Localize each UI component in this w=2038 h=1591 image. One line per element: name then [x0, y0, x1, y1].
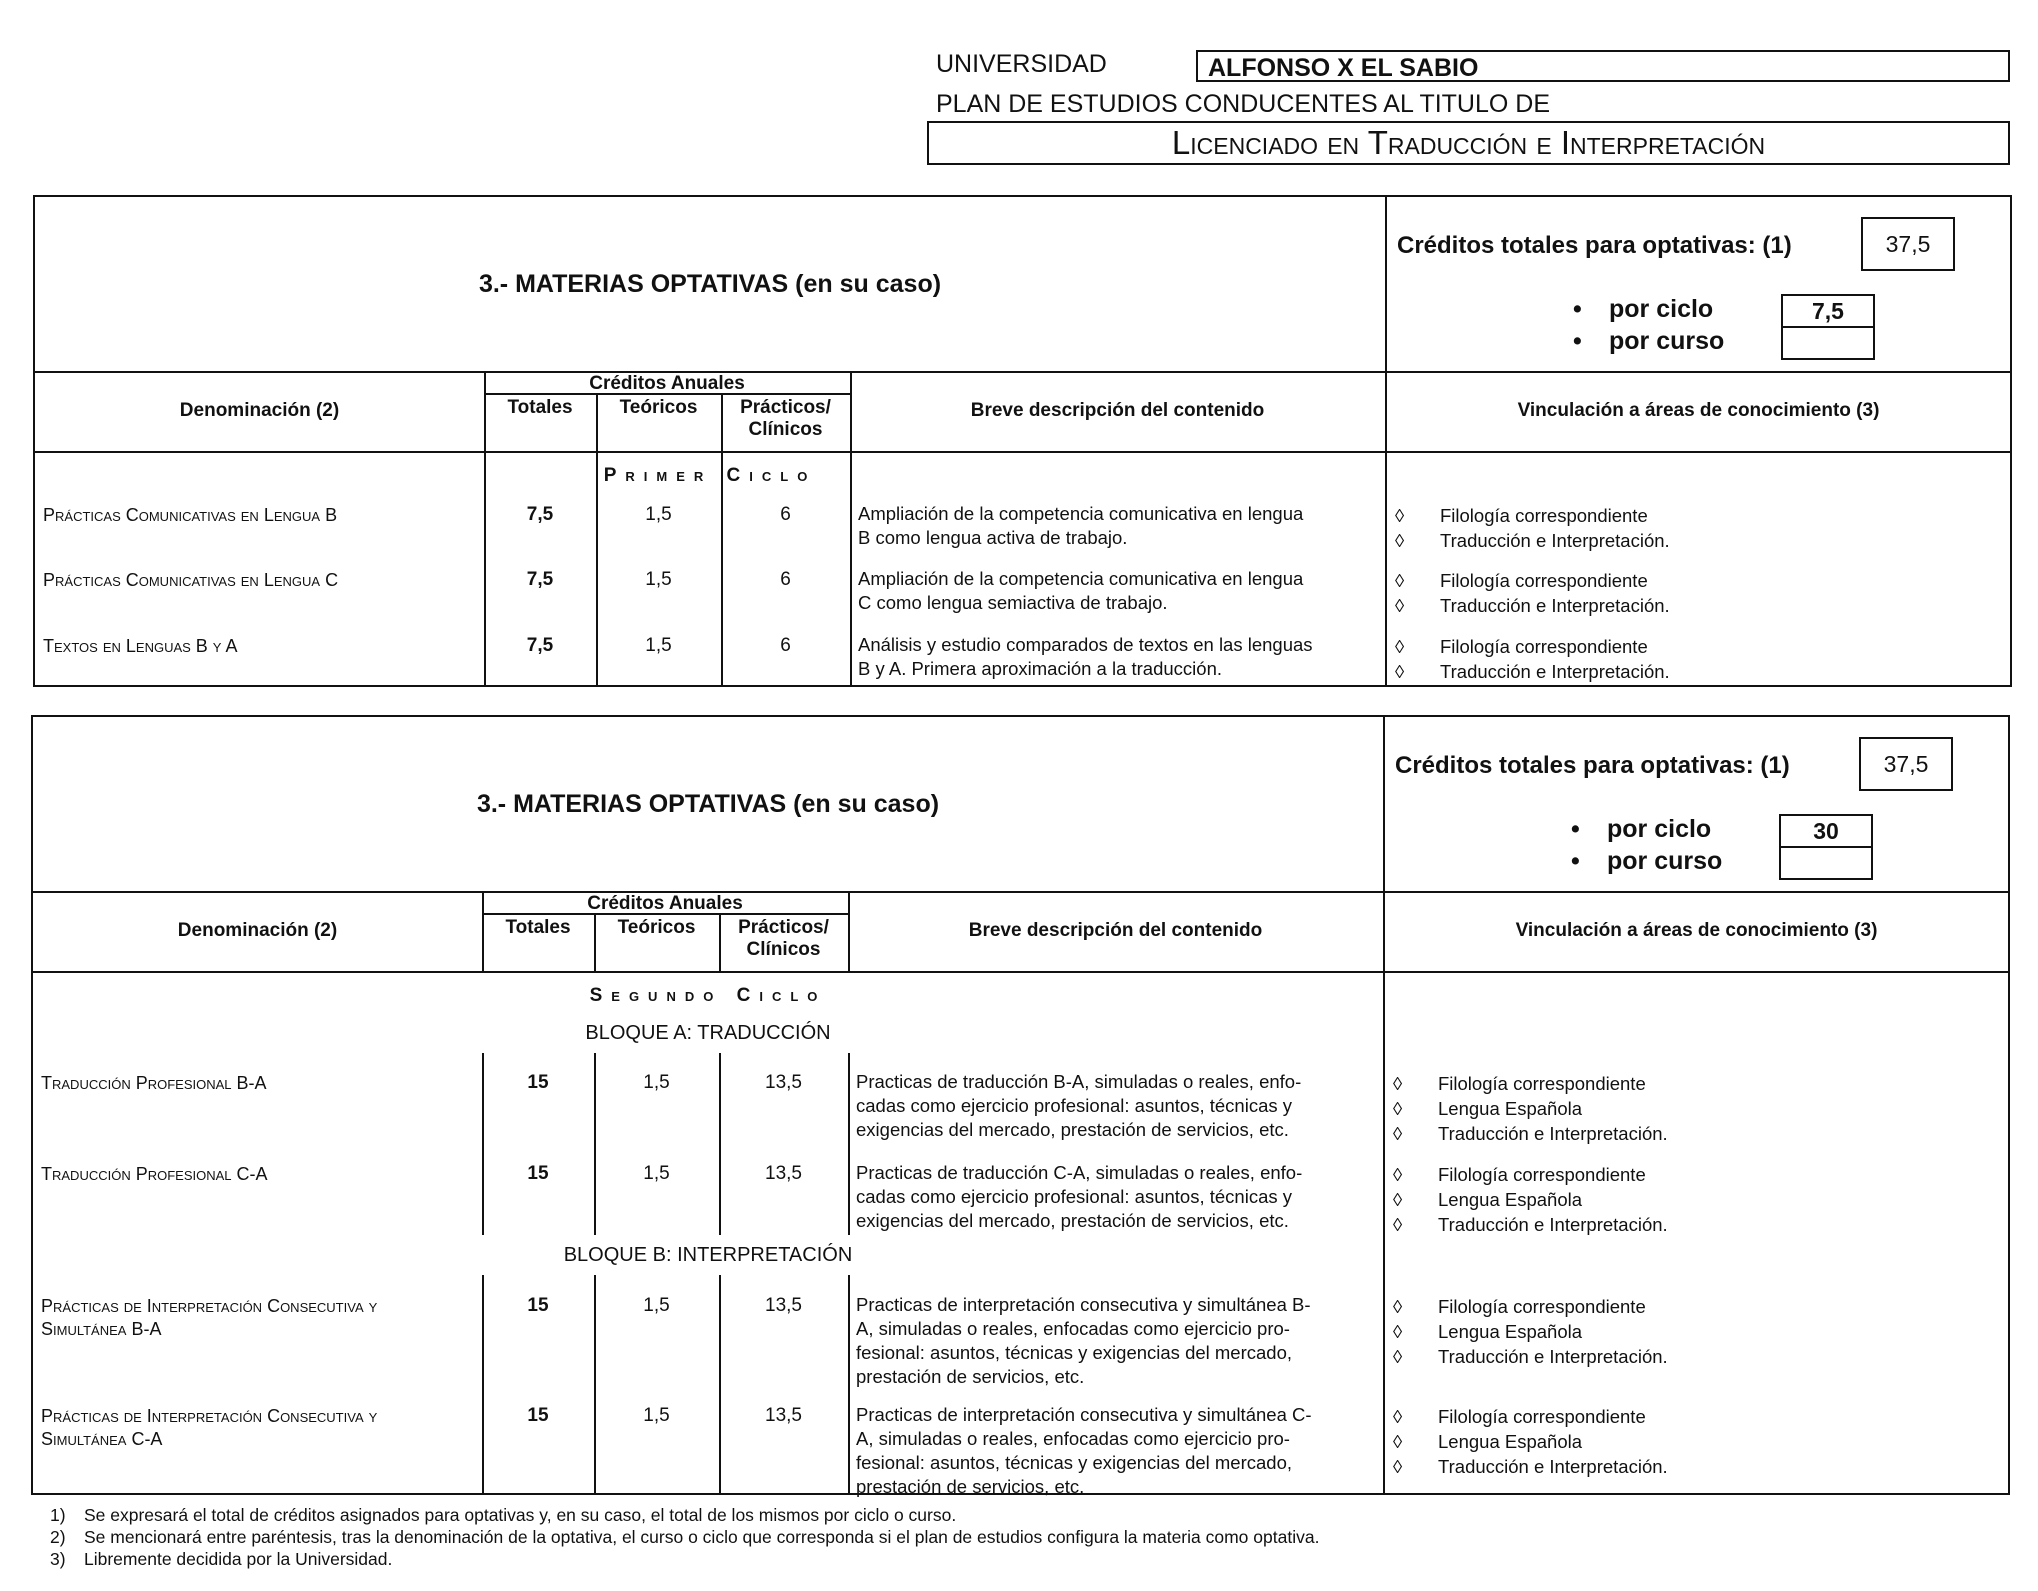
- col-descripcion: Breve descripción del contenido: [968, 920, 1263, 941]
- area-label: Traducción e Interpretación.: [1438, 1123, 1668, 1144]
- credits-teoricos: 1,5: [643, 1405, 670, 1426]
- course-name: [43, 569, 479, 592]
- description-line: Practicas de interpretación consecutiva y simultánea C-: [856, 1404, 1312, 1425]
- degree-title: Licenciado en Traducción e Interpretación: [927, 121, 2010, 165]
- diamond-icon: ◊: [1393, 1164, 1403, 1185]
- credits-teoricos: 1,5: [645, 504, 672, 525]
- course-name: [41, 1072, 477, 1095]
- description-line: fesional: asuntos, técnicas y exigencias del mercado,: [856, 1342, 1293, 1363]
- col-practicos-line1: Prácticos/: [738, 917, 829, 938]
- diamond-icon: ◊: [1393, 1321, 1403, 1342]
- diamond-icon: ◊: [1393, 1456, 1403, 1477]
- credits-totales: 7,5: [526, 569, 554, 590]
- description-line: B y A. Primera aproximación a la traducción.: [858, 658, 1222, 679]
- bullet-icon: •: [1571, 847, 1580, 875]
- description-line: Practicas de traducción C-A, simuladas o reales, enfo-: [856, 1162, 1303, 1183]
- diamond-icon: ◊: [1393, 1214, 1403, 1235]
- diamond-icon: ◊: [1393, 1296, 1403, 1317]
- description-line: Ampliación de la competencia comunicativa en lengua: [858, 503, 1304, 524]
- col-totales: Totales: [505, 917, 571, 938]
- credits-teoricos: 1,5: [643, 1163, 670, 1184]
- por-curso-value: [1779, 846, 1873, 880]
- plan-label: PLAN DE ESTUDIOS CONDUCENTES AL TITULO DE: [936, 90, 1551, 118]
- area-item: [1393, 1212, 1668, 1237]
- area-item: [1393, 1096, 1668, 1121]
- area-label: Traducción e Interpretación.: [1440, 595, 1670, 616]
- area-item: [1395, 568, 1670, 593]
- description-line: prestación de servicios, etc.: [856, 1366, 1085, 1387]
- course-name-line: Simultánea C-A: [41, 1429, 163, 1449]
- area-item: [1393, 1344, 1668, 1369]
- cycle-label: Segundo Ciclo: [589, 985, 827, 1006]
- course-name-line: Prácticas de Interpretación Consecutiva y: [41, 1296, 378, 1316]
- footnote-text: Se expresará el total de créditos asignados para optativas y, en su caso, el total de los mismos por ciclo o curso.: [84, 1505, 957, 1525]
- col-totales: Totales: [507, 397, 573, 418]
- area-item: [1395, 659, 1670, 684]
- footnote: [50, 1548, 1319, 1570]
- credits-teoricos: 1,5: [645, 569, 672, 590]
- section-segundo-ciclo: [31, 715, 2010, 1495]
- knowledge-areas: [1395, 634, 1670, 709]
- area-label: Filología correspondiente: [1438, 1073, 1646, 1094]
- por-ciclo-label: por ciclo: [1607, 815, 1712, 843]
- diamond-icon: ◊: [1393, 1406, 1403, 1427]
- por-ciclo-value: 30: [1779, 814, 1873, 848]
- area-label: Filología correspondiente: [1440, 505, 1648, 526]
- description-line: Ampliación de la competencia comunicativa en lengua: [858, 568, 1304, 589]
- por-curso-label: por curso: [1609, 327, 1725, 355]
- course-name-line: Prácticas Comunicativas en Lengua C: [43, 570, 339, 590]
- area-label: Filología correspondiente: [1440, 570, 1648, 591]
- credits-totales: 7,5: [526, 635, 554, 656]
- bullet-icon: •: [1573, 327, 1582, 355]
- credits-practicos: 13,5: [765, 1295, 802, 1316]
- description-line: exigencias del mercado, prestación de servicios, etc.: [856, 1119, 1289, 1140]
- credits-practicos: 13,5: [765, 1163, 802, 1184]
- knowledge-areas: [1393, 1294, 1668, 1369]
- col-teoricos: Teóricos: [617, 917, 696, 938]
- area-item: [1393, 1319, 1668, 1344]
- course-name-line: Simultánea B-A: [41, 1319, 162, 1339]
- col-vinculacion: Vinculación a áreas de conocimiento (3): [1515, 920, 1878, 941]
- area-label: Lengua Española: [1438, 1431, 1583, 1452]
- area-item: [1395, 593, 1670, 618]
- credits-totales: 7,5: [526, 504, 554, 525]
- bullet-icon: •: [1573, 295, 1582, 323]
- universidad-label: UNIVERSIDAD: [936, 50, 1107, 78]
- por-curso-label: por curso: [1607, 847, 1723, 875]
- universidad-name: ALFONSO X EL SABIO: [1196, 50, 2010, 82]
- description-line: prestación de servicios, etc.: [856, 1476, 1085, 1497]
- description-line: exigencias del mercado, prestación de servicios, etc.: [856, 1210, 1289, 1231]
- col-practicos-line2: Clínicos: [748, 419, 823, 440]
- col-denominacion: Denominación (2): [179, 400, 340, 421]
- description-line: C como lengua semiactiva de trabajo.: [858, 592, 1168, 613]
- diamond-icon: ◊: [1395, 505, 1405, 526]
- area-label: Traducción e Interpretación.: [1438, 1214, 1668, 1235]
- diamond-icon: ◊: [1393, 1098, 1403, 1119]
- bloque-a-label: BLOQUE A: TRADUCCIÓN: [585, 1022, 831, 1044]
- cycle-label: Primer Ciclo: [603, 465, 817, 486]
- course-description: [858, 633, 1381, 681]
- credits-teoricos: 1,5: [643, 1072, 670, 1093]
- course-name: [41, 1295, 477, 1341]
- col-practicos-line1: Prácticos/: [740, 397, 831, 418]
- col-practicos: [719, 917, 848, 961]
- diamond-icon: ◊: [1395, 636, 1405, 657]
- knowledge-areas: [1393, 1162, 1668, 1237]
- footnote-text: Libremente decidida por la Universidad.: [84, 1549, 393, 1569]
- course-name-line: Textos en Lenguas B y A: [43, 636, 238, 656]
- diamond-icon: ◊: [1395, 661, 1405, 682]
- knowledge-areas: [1395, 568, 1670, 643]
- bloque-b-label: BLOQUE B: INTERPRETACIÓN: [563, 1244, 853, 1266]
- area-item: [1393, 1071, 1668, 1096]
- area-label: Traducción e Interpretación.: [1438, 1456, 1668, 1477]
- diamond-icon: ◊: [1393, 1073, 1403, 1094]
- footnote: [50, 1526, 1319, 1548]
- diamond-icon: ◊: [1395, 595, 1405, 616]
- area-label: Lengua Española: [1438, 1189, 1583, 1210]
- area-item: [1393, 1294, 1668, 1319]
- col-denominacion: Denominación (2): [177, 920, 338, 941]
- area-label: Traducción e Interpretación.: [1440, 661, 1670, 682]
- por-ciclo-row: [1571, 815, 1711, 844]
- footnote-number: 2): [50, 1527, 66, 1547]
- col-creditos-anuales: Créditos Anuales: [589, 373, 745, 394]
- credits-teoricos: 1,5: [645, 635, 672, 656]
- por-curso-row: [1573, 327, 1724, 356]
- footnote-text: Se mencionará entre paréntesis, tras la denominación de la optativa, el curso o ciclo que corresponda si el plan de estudios configura la materia como optativa.: [84, 1527, 1320, 1547]
- area-item: [1393, 1429, 1668, 1454]
- credits-practicos: 13,5: [765, 1405, 802, 1426]
- course-description: [856, 1403, 1379, 1499]
- por-curso-row: [1571, 847, 1722, 876]
- description-line: Practicas de interpretación consecutiva y simultánea B-: [856, 1294, 1311, 1315]
- diamond-icon: ◊: [1393, 1346, 1403, 1367]
- por-curso-value: [1781, 326, 1875, 360]
- area-label: Lengua Española: [1438, 1098, 1583, 1119]
- course-name-line: Prácticas Comunicativas en Lengua B: [43, 505, 338, 525]
- col-practicos-line2: Clínicos: [746, 939, 821, 960]
- section-title: 3.- MATERIAS OPTATIVAS (en su caso): [478, 270, 942, 298]
- course-description: [856, 1293, 1379, 1389]
- area-item: [1395, 503, 1670, 528]
- course-name: [43, 635, 479, 658]
- description-line: B como lengua activa de trabajo.: [858, 527, 1128, 548]
- diamond-icon: ◊: [1395, 570, 1405, 591]
- course-name-line: Prácticas de Interpretación Consecutiva y: [41, 1406, 378, 1426]
- area-item: [1393, 1162, 1668, 1187]
- diamond-icon: ◊: [1393, 1189, 1403, 1210]
- col-teoricos: Teóricos: [619, 397, 698, 418]
- section-primer-ciclo: [33, 195, 2012, 687]
- credits-total-label: Créditos totales para optativas: (1): [1395, 752, 1790, 779]
- area-item: [1393, 1121, 1668, 1146]
- knowledge-areas: [1393, 1071, 1668, 1146]
- description-line: cadas como ejercicio profesional: asuntos, técnicas y: [856, 1186, 1292, 1207]
- col-creditos-anuales: Créditos Anuales: [587, 893, 743, 914]
- knowledge-areas: [1393, 1404, 1668, 1479]
- por-ciclo-label: por ciclo: [1609, 295, 1714, 323]
- area-label: Filología correspondiente: [1438, 1406, 1646, 1427]
- credits-total-value: 37,5: [1861, 217, 1955, 271]
- description-line: A, simuladas o reales, enfocadas como ejercicio pro-: [856, 1428, 1290, 1449]
- area-item: [1393, 1187, 1668, 1212]
- credits-totales: 15: [527, 1072, 549, 1093]
- credits-practicos: 6: [780, 635, 791, 656]
- footnote: [50, 1504, 1319, 1526]
- credits-practicos: 13,5: [765, 1072, 802, 1093]
- description-line: A, simuladas o reales, enfocadas como ejercicio pro-: [856, 1318, 1290, 1339]
- col-descripcion: Breve descripción del contenido: [970, 400, 1265, 421]
- course-description: [858, 502, 1381, 550]
- por-ciclo-value: 7,5: [1781, 294, 1875, 328]
- por-ciclo-row: [1573, 295, 1713, 324]
- credits-practicos: 6: [780, 569, 791, 590]
- area-item: [1393, 1404, 1668, 1429]
- footnote-number: 1): [50, 1505, 66, 1525]
- course-description: [856, 1161, 1379, 1233]
- area-label: Lengua Española: [1438, 1321, 1583, 1342]
- col-vinculacion: Vinculación a áreas de conocimiento (3): [1517, 400, 1880, 421]
- diamond-icon: ◊: [1395, 530, 1405, 551]
- course-description: [856, 1070, 1379, 1142]
- section-title: 3.- MATERIAS OPTATIVAS (en su caso): [476, 790, 940, 818]
- area-item: [1395, 528, 1670, 553]
- course-name-line: Traducción Profesional B-A: [41, 1073, 267, 1093]
- credits-totales: 15: [527, 1295, 549, 1316]
- course-name: [41, 1405, 477, 1451]
- footnotes: [50, 1504, 1319, 1570]
- area-label: Traducción e Interpretación.: [1440, 530, 1670, 551]
- description-line: Practicas de traducción B-A, simuladas o reales, enfo-: [856, 1071, 1302, 1092]
- course-description: [858, 567, 1381, 615]
- area-item: [1395, 634, 1670, 659]
- diamond-icon: ◊: [1393, 1431, 1403, 1452]
- area-label: Filología correspondiente: [1438, 1296, 1646, 1317]
- footnote-number: 3): [50, 1549, 66, 1569]
- description-line: Análisis y estudio comparados de textos en las lenguas: [858, 634, 1313, 655]
- credits-teoricos: 1,5: [643, 1295, 670, 1316]
- description-line: cadas como ejercicio profesional: asuntos, técnicas y: [856, 1095, 1292, 1116]
- course-name-line: Traducción Profesional C-A: [41, 1164, 268, 1184]
- credits-total-value: 37,5: [1859, 737, 1953, 791]
- credits-total-label: Créditos totales para optativas: (1): [1397, 232, 1792, 259]
- credits-totales: 15: [527, 1405, 549, 1426]
- area-item: [1393, 1454, 1668, 1479]
- col-practicos: [721, 397, 850, 441]
- area-label: Traducción e Interpretación.: [1438, 1346, 1668, 1367]
- knowledge-areas: [1395, 503, 1670, 578]
- description-line: fesional: asuntos, técnicas y exigencias del mercado,: [856, 1452, 1293, 1473]
- diamond-icon: ◊: [1393, 1123, 1403, 1144]
- bullet-icon: •: [1571, 815, 1580, 843]
- credits-totales: 15: [527, 1163, 549, 1184]
- course-name: [41, 1163, 477, 1186]
- area-label: Filología correspondiente: [1440, 636, 1648, 657]
- area-label: Filología correspondiente: [1438, 1164, 1646, 1185]
- credits-practicos: 6: [780, 504, 791, 525]
- course-name: [43, 504, 479, 527]
